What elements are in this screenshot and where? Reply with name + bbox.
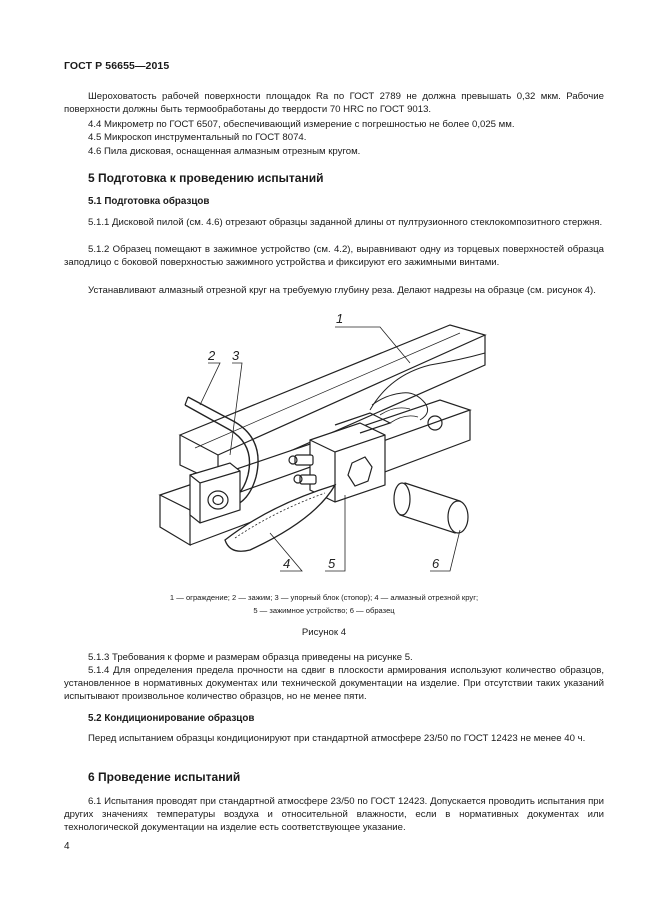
figure-label-4: 4 [283, 556, 291, 571]
section-5-heading: 5 Подготовка к проведению испытаний [88, 171, 324, 185]
subsection-5-2-heading: 5.2 Кондиционирование образцов [88, 713, 255, 724]
figure-label-6: 6 [432, 556, 440, 571]
paragraph-install: Устанавливают алмазный отрезной круг на требуемую глубину реза. Делают надрезы на образце (см. рисунок 4). [88, 285, 596, 296]
figure-label-3: 3 [232, 348, 240, 363]
figure-4-drawing [140, 305, 510, 590]
page-number: 4 [64, 841, 70, 852]
paragraph-4-5: 4.5 Микроскоп инструментальный по ГОСТ 8074. [88, 132, 307, 143]
section-6-heading: 6 Проведение испытаний [88, 770, 241, 784]
paragraph-4-4: 4.4 Микрометр по ГОСТ 6507, обеспечивающий измерение с погрешностью не более 0,025 мм. [88, 119, 515, 130]
figure-4-title: Рисунок 4 [301, 627, 347, 638]
figure-label-1: 1 [336, 311, 344, 326]
paragraph-roughness: Шероховатость рабочей поверхности площадок Ra по ГОСТ 2789 не должна превышать 0,32 мкм. Рабочие поверхности должны быть термообработаны до твердости 70 HRC по ГОСТ 9013. [64, 91, 604, 115]
figure-label-2: 2 [208, 348, 216, 363]
paragraph-4-6: 4.6 Пила дисковая, оснащенная алмазным отрезным кругом. [88, 146, 361, 157]
figure-4-legend-line-2: 5 — зажимное устройство; 6 — образец [253, 606, 395, 615]
paragraph-6-1: 6.1 Испытания проводят при стандартной атмосфере 23/50 по ГОСТ 12423. Допускается проводить испытания при других значениях температуры воздуха и относительной влажности, если в нормативных документах или технологической документации на изделие есть соответствующее указание. [64, 796, 604, 833]
paragraph-5-2: Перед испытанием образцы кондиционируют при стандартной атмосфере 23/50 по ГОСТ 12423 не менее 40 ч. [88, 733, 586, 744]
document-header: ГОСТ Р 56655—2015 [64, 60, 170, 72]
subsection-5-1-heading: 5.1 Подготовка образцов [88, 196, 210, 207]
paragraph-5-1-3: 5.1.3 Требования к форме и размерам образца приведены на рисунке 5. [88, 652, 413, 663]
paragraph-5-1-4: 5.1.4 Для определения предела прочности на сдвиг в плоскости армирования используют количество образцов, установленное в нормативных документах или технической документации на изделие. При отсутствии таких указаний испытывают произвольное количество образцов, но не менее пяти. [64, 665, 604, 702]
paragraph-5-1-2: 5.1.2 Образец помещают в зажимное устройство (см. 4.2), выравнивают одну из торцевых поверхностей образца заподлицо с боковой поверхностью зажимного устройства и фиксируют его зажимными винтами. [64, 244, 604, 268]
figure-label-5: 5 [328, 556, 336, 571]
figure-4-legend-line-1: 1 — ограждение; 2 — зажим; 3 — упорный блок (стопор); 4 — алмазный отрезной круг; [169, 593, 479, 602]
paragraph-5-1-1: 5.1.1 Дисковой пилой (см. 4.6) отрезают образцы заданной длины от пултрузионного стеклокомпозитного стержня. [88, 217, 603, 228]
